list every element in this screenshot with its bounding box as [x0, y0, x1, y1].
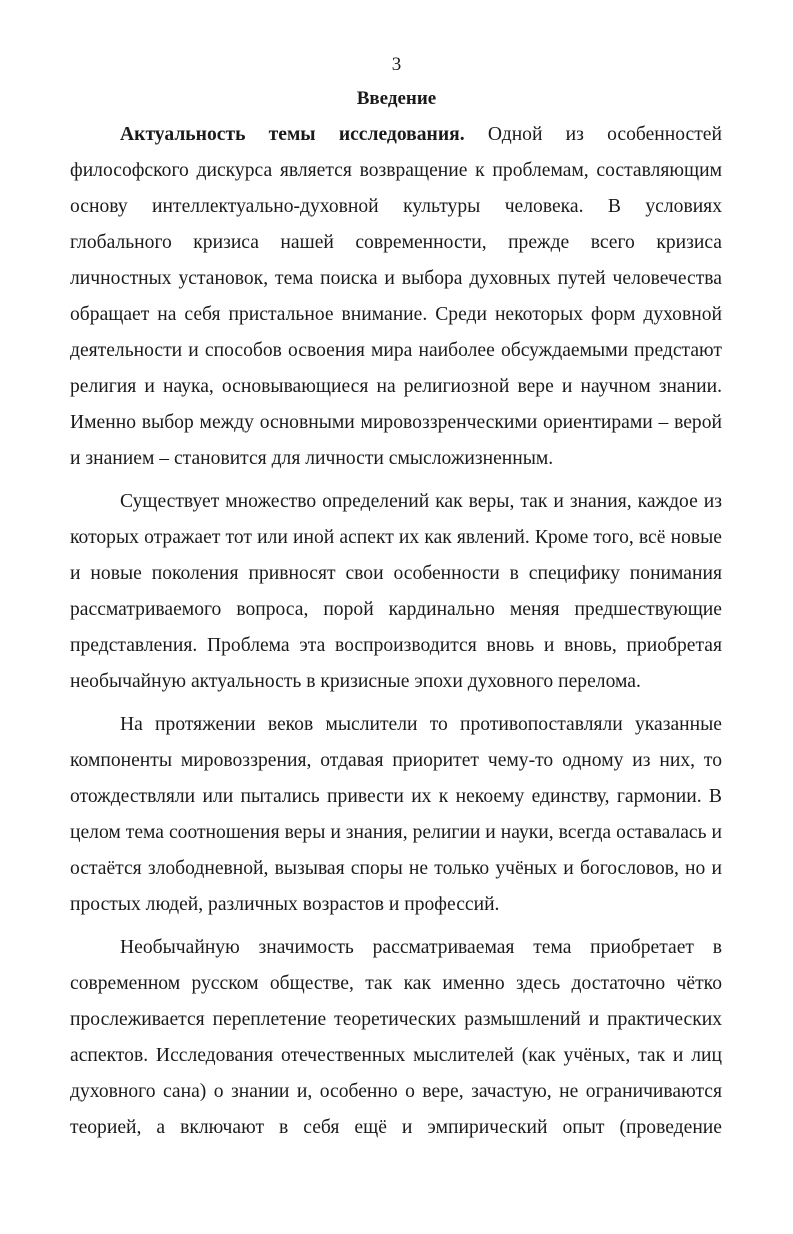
page-number: 3: [391, 54, 402, 75]
paragraph-2-line: представления. Проблема эта воспроизводится вновь и вновь, приобретая: [70, 635, 722, 656]
paragraph-1-line: Именно выбор между основными мировоззренческими ориентирами – верой: [70, 412, 722, 433]
paragraph-4-line: Необычайную значимость рассматриваемая тема приобретает в: [120, 937, 722, 958]
paragraph-4-line: теорией, а включают в себя ещё и эмпирический опыт (проведение: [70, 1117, 722, 1138]
paragraph-1-line: религия и наука, основывающиеся на религиозной вере и научном знании.: [70, 376, 722, 397]
paragraph-1-line: философского дискурса является возвращение к проблемам, составляющим: [70, 160, 722, 181]
paragraph-1-line-1: Актуальность темы исследования. Одной из особенностей: [120, 124, 722, 145]
paragraph-3-line: остаётся злободневной, вызывая споры не только учёных и богословов, но и: [70, 858, 722, 879]
paragraph-4-line: современном русском обществе, так как именно здесь достаточно чётко: [70, 973, 722, 994]
paragraph-2-line: и новые поколения привносят свои особенности в специфику понимания: [70, 563, 722, 584]
paragraph-2-line: Существует множество определений как веры, так и знания, каждое из: [120, 491, 722, 512]
paragraph-3-line: На протяжении веков мыслители то противопоставляли указанные: [120, 714, 722, 735]
paragraph-1-line: основу интеллектуально-духовной культуры человека. В условиях: [70, 196, 722, 217]
paragraph-3-line: отождествляли или пытались привести их к некоему единству, гармонии. В: [70, 786, 722, 807]
paragraph-1-line: деятельности и способов освоения мира наиболее обсуждаемыми предстают: [70, 340, 722, 361]
paragraph-3-line: компоненты мировоззрения, отдавая приоритет чему-то одному из них, то: [70, 750, 722, 771]
paragraph-3-line: целом тема соотношения веры и знания, религии и науки, всегда оставалась и: [70, 822, 722, 843]
body-text: [70, 117, 722, 1146]
paragraph-1-line: обращает на себя пристальное внимание. Среди некоторых форм духовной: [70, 304, 722, 325]
paragraph-1-line: глобального кризиса нашей современности, прежде всего кризиса: [70, 232, 722, 253]
paragraph-1-line: личностных установок, тема поиска и выбора духовных путей человечества: [70, 268, 722, 289]
paragraph-4-line: прослеживается переплетение теоретических размышлений и практических: [70, 1009, 722, 1030]
paragraph-2-line: рассматриваемого вопроса, порой кардинально меняя предшествующие: [70, 599, 722, 620]
paragraph-3-line: простых людей, различных возрастов и профессий.: [70, 894, 500, 915]
paragraph-1-line: и знанием – становится для личности смысложизненным.: [70, 448, 554, 469]
relevance-lead: Актуальность темы исследования.: [120, 124, 465, 145]
paragraph-2-line: необычайную актуальность в кризисные эпохи духовного перелома.: [70, 671, 641, 692]
section-heading: Введение: [356, 88, 437, 109]
paragraph-2-line: которых отражает тот или иной аспект их как явлений. Кроме того, всё новые: [70, 527, 722, 548]
paragraph-4-line: духовного сана) о знании и, особенно о вере, зачастую, не ограничиваются: [70, 1081, 722, 1102]
paragraph-4-line: аспектов. Исследования отечественных мыслителей (как учёных, так и лиц: [70, 1045, 722, 1066]
